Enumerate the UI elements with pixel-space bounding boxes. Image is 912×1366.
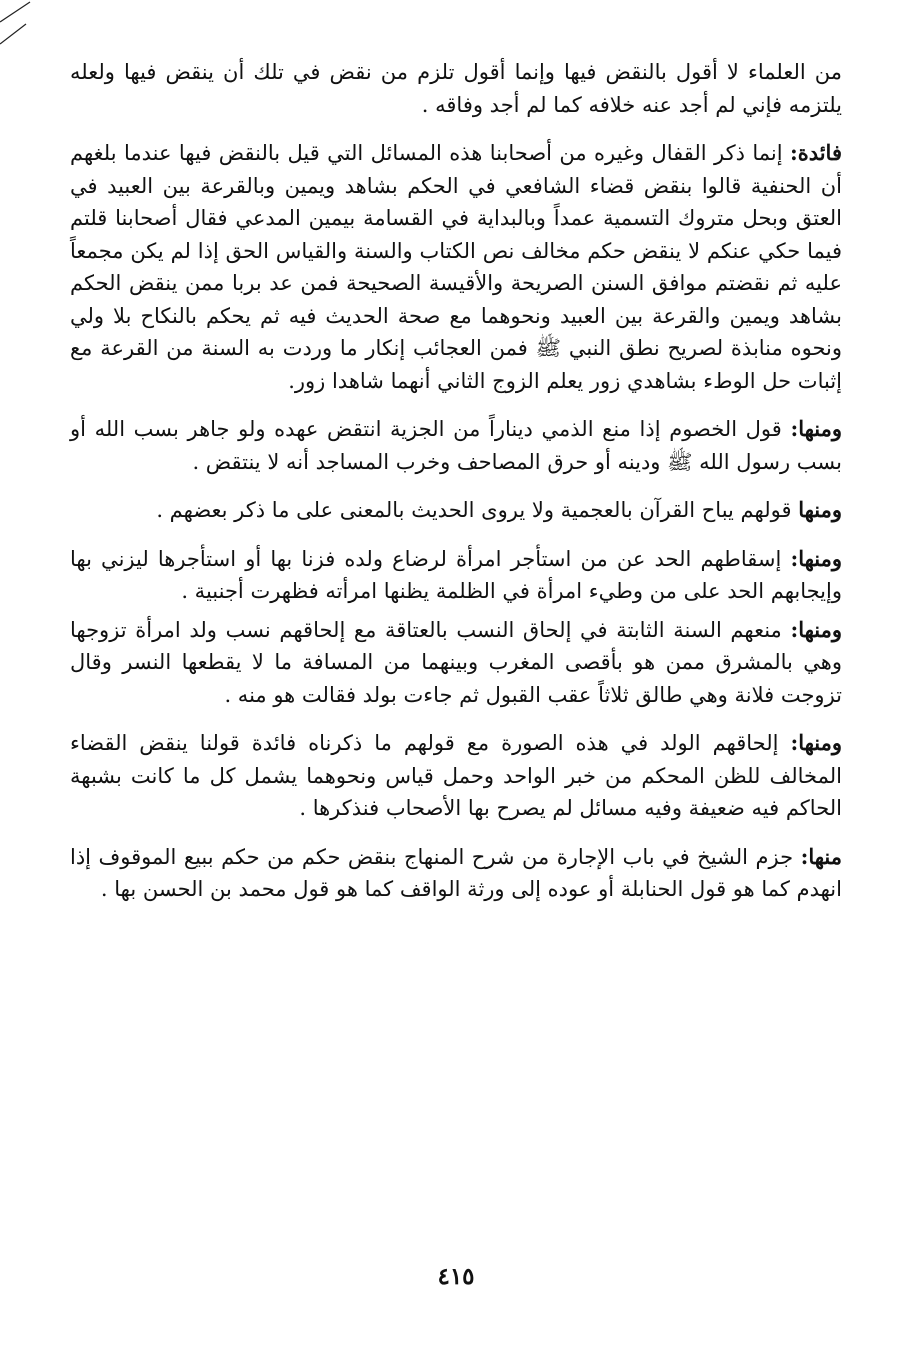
- paragraph-text: جزم الشيخ في باب الإجارة من شرح المنهاج بنقض حكم من حكم ببيع الموقوف إذا انهدم كما هو قول الحنابلة أو عوده إلى ورثة الواقف كما هو قول محمد بن الحسن بها .: [70, 844, 842, 901]
- paragraph-lead: ومنها:: [790, 545, 842, 571]
- paragraph-lead: ومنها: [798, 497, 842, 522]
- paragraph-text: إنما ذكر القفال وغيره من أصحابنا هذه المسائل التي قيل بالنقض فيها عندما بلغهم أن الحنفية قالوا بنقض قضاء الشافعي في الحكم بشاهد ويمين وبالقرعة بين العبيد في العتق وبحل متروك التسمية عمداً وبالبداية في القسامة بيمين المدعي فقال أصحابنا قلتم فيما حكي عنكم لا ينقض حكم مخالف نص الكتاب والسنة والقياس الحق إذا لم يكن مجمعاً عليه ثم نقضتم موافق السنن الصريحة والأقيسة الصحيحة فمن عد بربا ممن ينقض الحكم بشاهد ويمين والقرعة بين العبيد ونحوهما مع صحة الحديث فيه ثم يحكم بالنكاح بلا ولي ونحوه منابذة لصريح نطق النبي ﷺ فمن العجائب إنكار ما وردت به السنة من القرعة مع إثبات حل الوطء بشاهدي زور يعلم الزوج الثاني أنهما شاهدا زور.: [70, 141, 843, 393]
- paragraph-text: قول الخصوم إذا منع الذمي ديناراً من الجزية انتقض عهده ولو جاهر بسب الله أو بسب رسول الله ﷺ ودينه أو حرق المصاحف وخرب المساجد أنه لا ينتقض .: [70, 417, 842, 474]
- paragraph-lead: ومنها:: [790, 616, 842, 642]
- page-number: ٤١٥: [437, 1263, 475, 1290]
- scan-corner-mark: [0, 0, 40, 60]
- paragraph-8: [70, 841, 842, 906]
- paragraph-4: [70, 494, 842, 527]
- paragraph-7: [70, 727, 842, 825]
- paragraph-text: منعهم السنة الثابتة في إلحاق النسب بالعتاقة مع إلحاقهم نسب ولد امرأة تزوجها وهي بالمشرق ممن هو بأقصى المغرب وبينهما من المسافة ما لا يقطعها النسر وقال تزوجت فلانة وهي طالق ثلاثاً عقب القبول ثم جاءت بولد فقالت هو منه .: [70, 617, 842, 707]
- paragraph-lead: فائدة:: [789, 140, 842, 165]
- paragraph-text: قولهم يباح القرآن بالعجمية ولا يروى الحديث بالمعنى على ما ذكر بعضهم .: [156, 498, 799, 522]
- paragraph-2: [70, 137, 842, 397]
- document-page: [70, 56, 842, 922]
- paragraph-text: إلحاقهم الولد في هذه الصورة مع قولهم ما ذكرناه فائدة قولنا ينقض القضاء المخالف للظن المحكم من خبر الواحد وحمل قياس ونحوهما يشمل كل ما كانت بشبهة الحاكم فيه ضعيفة وفيه مسائل لم يصرح بها الأصحاب فنذكرها .: [70, 731, 842, 820]
- paragraph-5: [70, 543, 842, 608]
- paragraph-lead: ومنها:: [790, 730, 842, 755]
- paragraph-1: [70, 56, 842, 121]
- paragraph-3: [70, 413, 842, 478]
- paragraph-lead: ومنها:: [790, 416, 842, 441]
- paragraph-text: من العلماء لا أقول بالنقض فيها وإنما أقول تلزم من نقض في تلك أن ينقض فيها ولعله يلتزمه فإني لم أجد عنه خلافه كما لم أجد وفاقه .: [70, 60, 842, 117]
- paragraph-text: إسقاطهم الحد عن من استأجر امرأة لرضاع ولده فزنا بها أو استأجرها ليزني بها وإيجابهم الحد على من وطيء امرأة في الظلمة يظنها امرأته فظهرت أجنبية .: [70, 546, 842, 603]
- paragraph-lead: منها:: [800, 843, 842, 869]
- paragraph-6: [70, 614, 842, 712]
